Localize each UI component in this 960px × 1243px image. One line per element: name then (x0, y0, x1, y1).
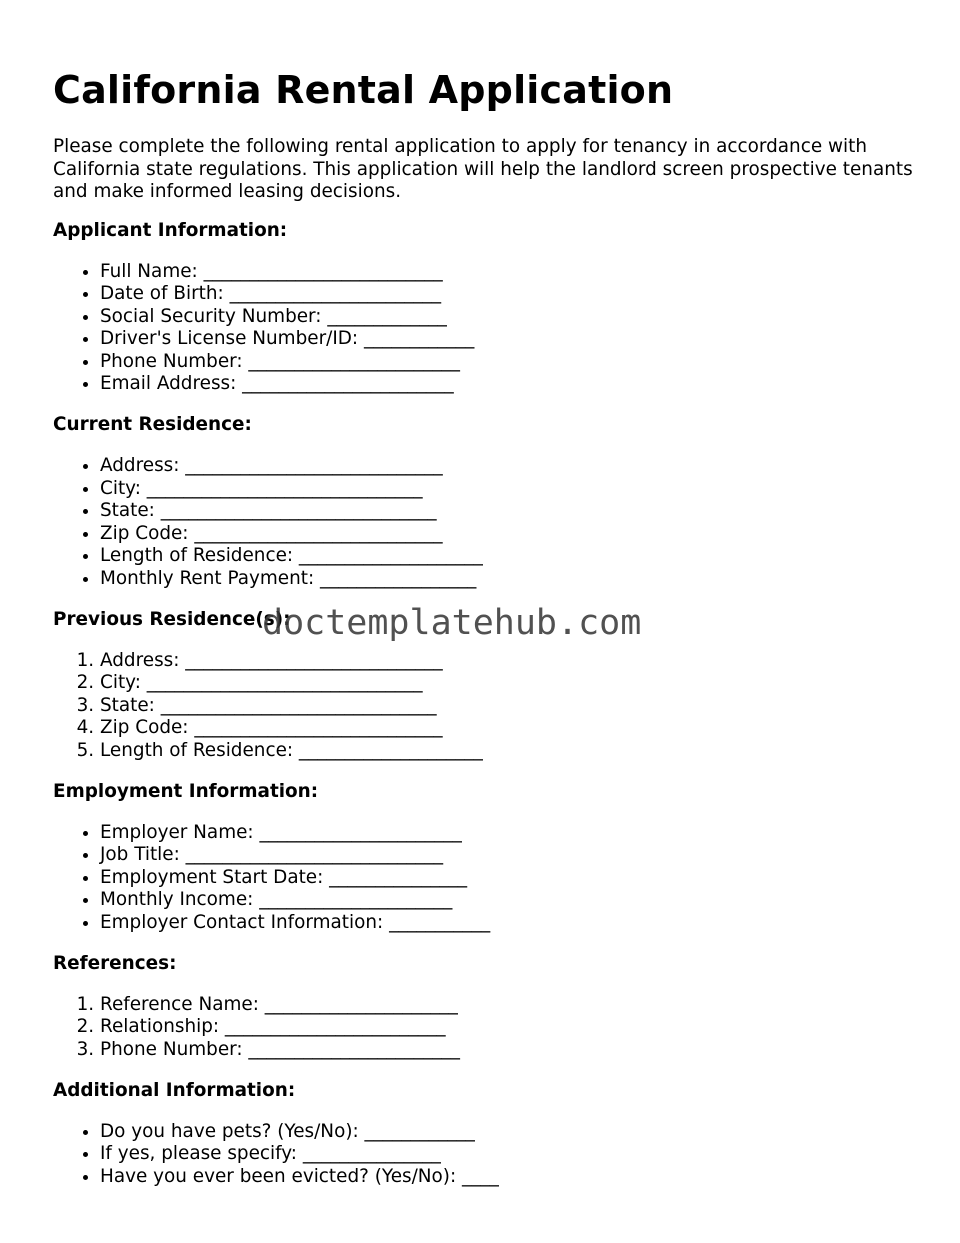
field-monthly-rent: • Monthly Rent Payment: _________________ (100, 568, 913, 591)
field-ssn: • Social Security Number: _____________ (100, 306, 913, 329)
intro-paragraph: Please complete the following rental application to apply for tenancy in accordance with California state regulations. This application will help the landlord screen prospective tenants and make informed leasing decisions. (53, 136, 913, 202)
employment-list (53, 822, 913, 935)
field-pets: • Do you have pets? (Yes/No): ____________ (100, 1121, 913, 1144)
field-employer-contact: • Employer Contact Information: ___________ (100, 912, 913, 935)
field-previous-zip: 4. Zip Code: ___________________________ (100, 717, 913, 740)
field-reference-name: 1. Reference Name: _____________________ (100, 994, 913, 1017)
field-drivers-license: • Driver's License Number/ID: ____________ (100, 328, 913, 351)
field-employment-start: • Employment Start Date: _______________ (100, 867, 913, 890)
field-current-state: • State: ______________________________ (100, 500, 913, 523)
field-previous-length: 5. Length of Residence: ____________________ (100, 740, 913, 763)
field-current-city: • City: ______________________________ (100, 478, 913, 501)
field-email-address: • Email Address: _______________________ (100, 373, 913, 396)
previous-residence-list (53, 650, 913, 763)
field-phone-number: • Phone Number: _______________________ (100, 351, 913, 374)
page-title: California Rental Application (53, 68, 674, 112)
section-title-employment: Employment Information: (53, 780, 319, 802)
references-list (53, 994, 913, 1062)
current-residence-list (53, 455, 913, 590)
field-reference-phone: 3. Phone Number: _______________________ (100, 1039, 913, 1062)
field-current-zip: • Zip Code: ___________________________ (100, 523, 913, 546)
field-previous-city: 2. City: ______________________________ (100, 672, 913, 695)
section-title-additional: Additional Information: (53, 1079, 296, 1101)
watermark: doctemplatehub.com (262, 603, 642, 643)
field-previous-state: 3. State: ______________________________ (100, 695, 913, 718)
field-monthly-income: • Monthly Income: _____________________ (100, 889, 913, 912)
field-date-of-birth: • Date of Birth: _______________________ (100, 283, 913, 306)
field-current-length: • Length of Residence: ____________________ (100, 545, 913, 568)
section-title-references: References: (53, 952, 177, 974)
field-current-address: • Address: ____________________________ (100, 455, 913, 478)
applicant-list (53, 261, 913, 396)
field-previous-address: 1. Address: ____________________________ (100, 650, 913, 673)
additional-list (53, 1121, 913, 1189)
section-title-applicant: Applicant Information: (53, 219, 288, 241)
section-title-previous-residence: Previous Residence(s): (53, 608, 291, 630)
field-pets-specify: • If yes, please specify: _______________ (100, 1143, 913, 1166)
document-page (53, 62, 913, 1207)
field-employer-name: • Employer Name: ______________________ (100, 822, 913, 845)
section-title-current-residence: Current Residence: (53, 414, 252, 435)
field-full-name: • Full Name: __________________________ (100, 261, 913, 284)
field-job-title: • Job Title: ____________________________ (100, 844, 913, 867)
field-reference-relationship: 2. Relationship: ________________________ (100, 1016, 913, 1039)
field-evicted: • Have you ever been evicted? (Yes/No): ____ (100, 1166, 913, 1189)
